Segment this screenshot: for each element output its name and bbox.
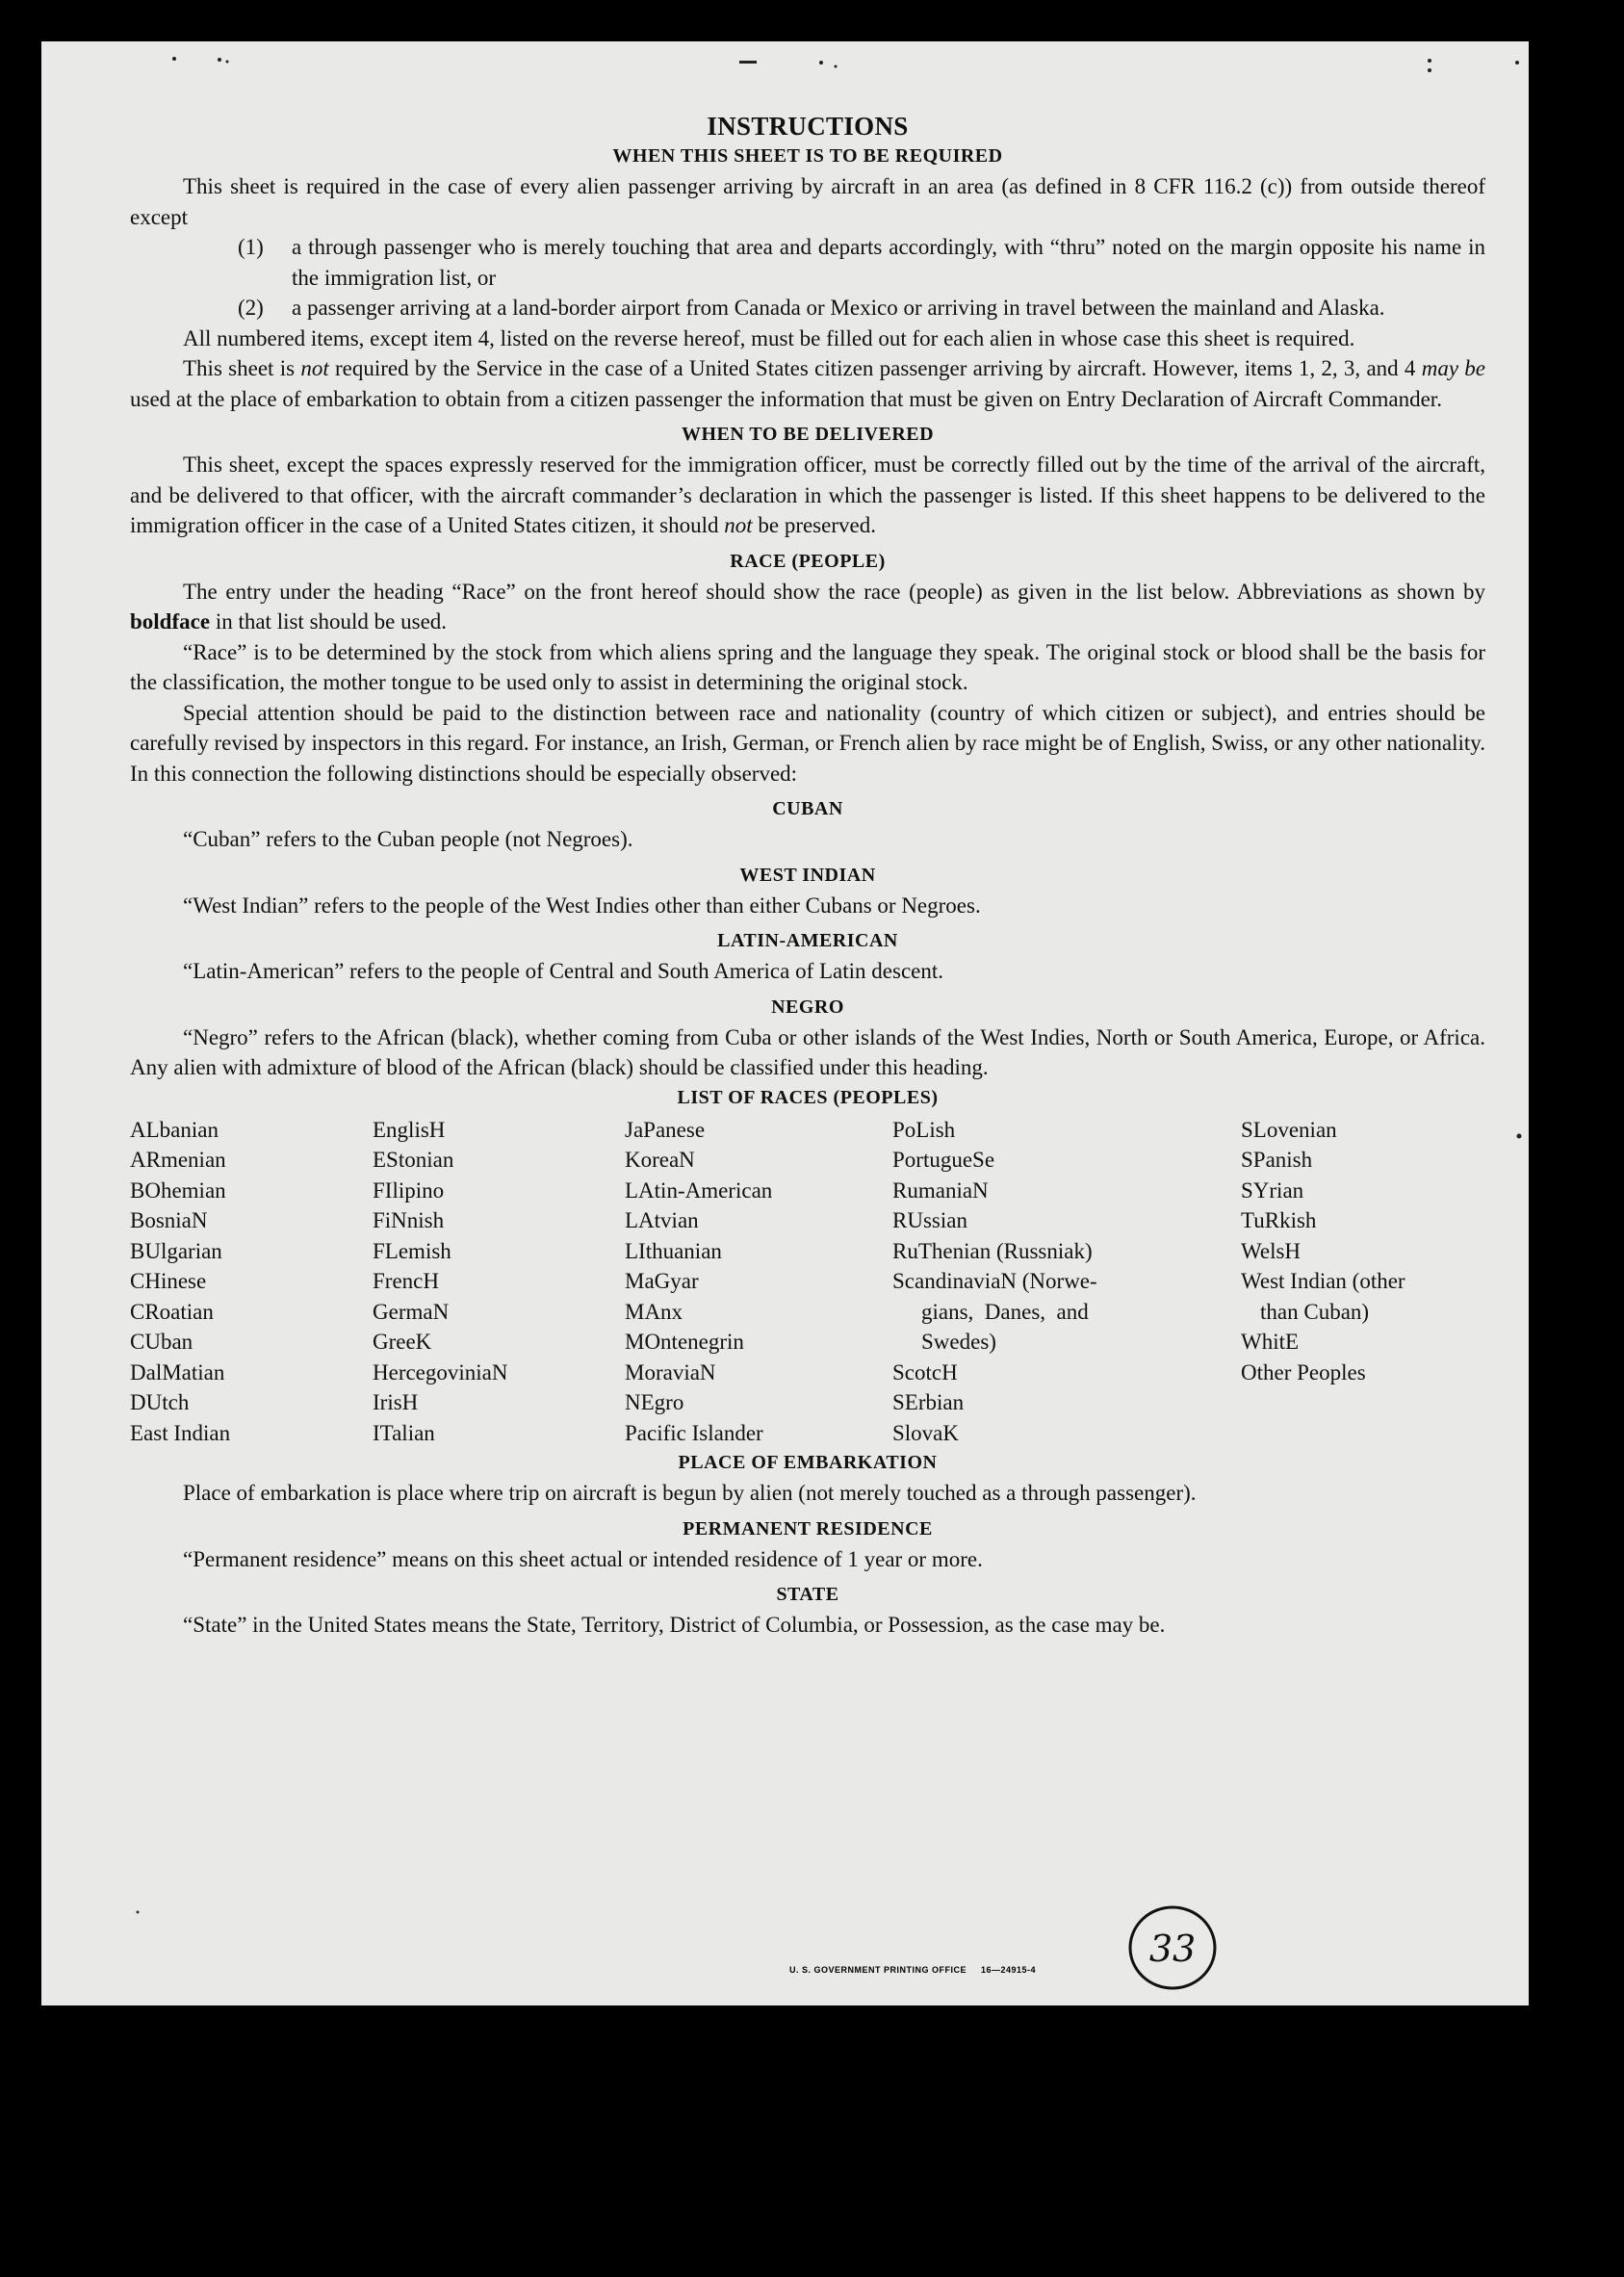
race-col-4 <box>892 1115 1241 1449</box>
list-item: CUban <box>130 1330 193 1354</box>
paragraph-required-intro: This sheet is required in the case of every alien passenger arriving by aircraft in an area (as defined in 8 CFR 116.2 (c)) from outside thereof except <box>130 174 1485 229</box>
paragraph-race-definition: “Race” is to be determined by the stock from which aliens spring and the language they speak. The original stock or blood shall be the basis for the classification, the mother tongue to be used only to assist in determining the original stock. <box>130 639 1485 694</box>
race-col-3 <box>625 1115 892 1449</box>
paragraph-race-nationality: Special attention should be paid to the distinction between race and nationality (country of which citizen or subject), and entries should be carefully revised by inspectors in this regard. For instance, an Irish, German, or French alien by race might be of English, Swiss, or any other nationality. In this connection the following distinctions should be especially observed: <box>130 700 1485 786</box>
heading-latin-american: LATIN-AMERICAN <box>717 930 898 951</box>
list-item: PoLish <box>892 1117 956 1142</box>
item-text: a passenger arriving at a land-border airport from Canada or Mexico or arriving in travel between the mainland and Alaska. <box>292 296 1385 320</box>
heading-state: STATE <box>776 1584 839 1605</box>
list-item: HercegoviniaN <box>373 1359 508 1384</box>
heading-when-required: WHEN THIS SHEET IS TO BE REQUIRED <box>612 145 1003 167</box>
paragraph-delivered: This sheet, except the spaces expressly reserved for the immigration officer, must be correctly filled out by the time of the arrival of the aircraft, and be delivered to that officer, with the aircraft commander’s declaration in which the passenger is listed. If this sheet happens to be delivered to the immigration officer in the case of a United States citizen, it should not be preserved. <box>130 453 1485 537</box>
heading-cuban: CUBAN <box>772 798 843 819</box>
heading-west-indian: WEST INDIAN <box>739 864 876 886</box>
stamp-number: 33 <box>1148 1928 1197 1970</box>
list-item: EStonian <box>373 1148 454 1172</box>
list-item: FLemish <box>373 1238 451 1263</box>
list-item: SLovenian <box>1241 1117 1337 1142</box>
list-item: DalMatian <box>130 1359 225 1384</box>
list-item: LIthuanian <box>625 1238 722 1263</box>
item-text: a through passenger who is merely touching that area and departs accordingly, with “thru” noted on the margin opposite his name in the immigration list, or <box>292 235 1485 290</box>
list-item: SPanish <box>1241 1148 1313 1172</box>
printer-name: U. S. GOVERNMENT PRINTING OFFICE <box>788 1965 967 1975</box>
list-item: Pacific Islander <box>625 1420 763 1445</box>
list-item: SErbian <box>892 1390 965 1414</box>
list-item: CHinese <box>130 1269 207 1293</box>
paragraph-negro: “Negro” refers to the African (black), whether coming from Cuba or other islands of the West Indies, North or South America, Europe, or Africa. Any alien with admixture of blood of the African (black) should be classified under this heading. <box>130 1024 1485 1079</box>
item-number: (1) <box>238 235 264 259</box>
paragraph-cuban: “Cuban” refers to the Cuban people (not Negroes). <box>183 827 633 851</box>
list-item: MoraviaN <box>625 1359 716 1384</box>
instructions-content <box>130 111 1485 1641</box>
list-item: ITalian <box>373 1420 435 1445</box>
list-item: ALbanian <box>130 1117 219 1142</box>
list-item: JaPanese <box>625 1117 706 1142</box>
heading-place-of-embarkation: PLACE OF EMBARKATION <box>678 1452 938 1473</box>
race-col-1 <box>130 1115 373 1449</box>
list-item: GreeK <box>373 1330 432 1354</box>
list-item: MaGyar <box>625 1269 699 1293</box>
list-item: BUlgarian <box>130 1238 222 1263</box>
form-code: 16—24915-4 <box>980 1965 1037 1975</box>
list-item: RumaniaN <box>892 1177 989 1203</box>
list-item: ARmenian <box>130 1148 226 1172</box>
list-item: PortugueSe <box>892 1148 995 1172</box>
race-col-2 <box>373 1115 625 1449</box>
list-item <box>130 293 1485 323</box>
list-item: RUssian <box>892 1208 967 1232</box>
list-item: WhitE <box>1241 1330 1300 1354</box>
list-item: LAtvian <box>625 1208 699 1232</box>
list-item: CRoatian <box>130 1299 214 1324</box>
list-item: East Indian <box>130 1420 231 1445</box>
circled-stamp-icon <box>1124 1900 1221 1996</box>
list-item: KoreaN <box>625 1148 695 1172</box>
list-item: IrisH <box>373 1390 419 1414</box>
list-item: MAnx <box>625 1299 683 1324</box>
race-col-5 <box>1241 1115 1485 1449</box>
list-item: FIlipino <box>373 1177 445 1203</box>
list-item: FiNnish <box>373 1208 445 1232</box>
paragraph-race-entry: The entry under the heading “Race” on the front hereof should show the race (people) as given in the list below. Abbreviations as shown by boldface in that list should be used. <box>130 579 1485 634</box>
list-item: SlovaK <box>892 1420 959 1445</box>
printer-imprint <box>41 1965 1529 1975</box>
list-item: LAtin-American <box>625 1177 773 1203</box>
list-item: ScotcH <box>892 1359 958 1384</box>
list-item: DUtch <box>130 1390 190 1414</box>
heading-when-delivered: WHEN TO BE DELIVERED <box>681 424 935 445</box>
list-item: BOhemian <box>130 1177 226 1203</box>
list-item: EnglisH <box>373 1117 446 1142</box>
heading-negro: NEGRO <box>771 996 844 1018</box>
paragraph-state: “State” in the United States means the State, Territory, District of Columbia, or Possession, as the case may be. <box>183 1613 1166 1637</box>
list-item: West Indian (other than Cuban) <box>1241 1269 1405 1324</box>
list-item: TuRkish <box>1241 1208 1317 1232</box>
page-title: INSTRUCTIONS <box>707 112 909 141</box>
list-item: NEgro <box>625 1390 684 1414</box>
list-item: Other Peoples <box>1241 1359 1366 1384</box>
list-item: GermaN <box>373 1299 450 1324</box>
list-item: MOntenegrin <box>625 1330 744 1354</box>
heading-list-of-races: LIST OF RACES (PEOPLES) <box>677 1086 939 1108</box>
list-item: SYrian <box>1241 1177 1304 1203</box>
document-page <box>41 41 1529 2005</box>
list-item: FrencH <box>373 1269 439 1293</box>
heading-permanent-residence: PERMANENT RESIDENCE <box>683 1517 933 1540</box>
paragraph-numbered-items: All numbered items, except item 4, listed on the reverse hereof, must be filled out for each alien in whose case this sheet is required. <box>183 325 1355 350</box>
paragraph-residence: “Permanent residence” means on this sheet actual or intended residence of 1 year or more. <box>183 1546 983 1571</box>
race-list-table <box>130 1115 1485 1449</box>
list-item: BosniaN <box>130 1208 208 1232</box>
paragraph-west-indian: “West Indian” refers to the people of the West Indies other than either Cubans or Negroes. <box>183 893 981 918</box>
list-item: WelsH <box>1241 1238 1302 1263</box>
item-number: (2) <box>238 296 264 320</box>
paragraph-embarkation: Place of embarkation is place where trip on aircraft is begun by alien (not merely touched as a through passenger). <box>183 1481 1197 1505</box>
list-item: ScandinaviaN (Norwe- gians, Danes, and Swedes) <box>892 1269 1097 1354</box>
list-item: RuThenian (Russniak) <box>892 1238 1093 1263</box>
list-item <box>130 232 1485 293</box>
paragraph-latin-american: “Latin-American” refers to the people of Central and South America of Latin descent. <box>183 959 943 983</box>
paragraph-citizen: This sheet is not required by the Service in the case of a United States citizen passenger arriving by aircraft. However, items 1, 2, 3, and 4 may be used at the place of embarkation to obtain from a citizen passenger the information that must be given on Entry Declaration of Aircraft Commander. <box>130 356 1486 411</box>
heading-race: RACE (PEOPLE) <box>730 550 886 572</box>
